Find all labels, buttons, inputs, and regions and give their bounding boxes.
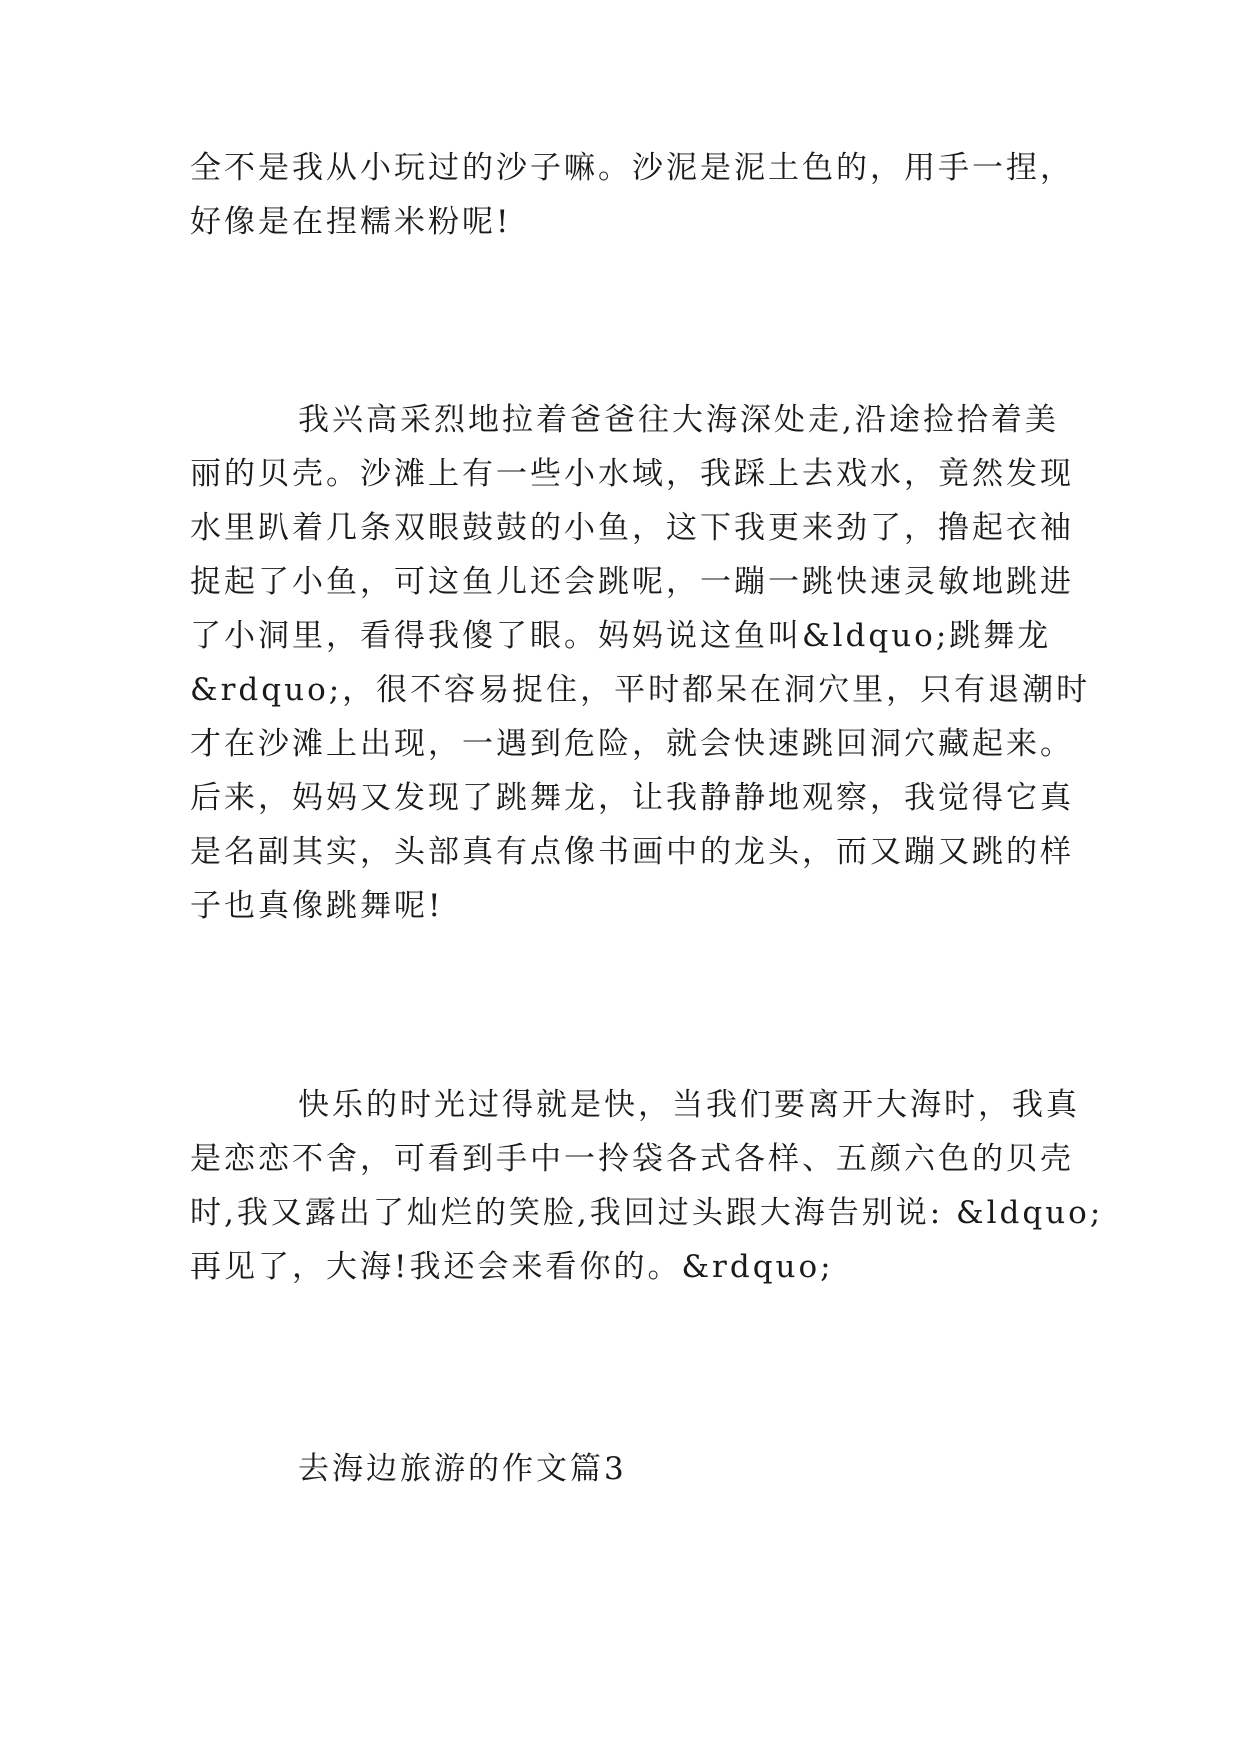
paragraph-2-line-8: 后来，妈妈又发现了跳舞龙，让我静静地观察，我觉得它真	[190, 780, 1074, 816]
paragraph-2-line-5: 了小洞里，看得我傻了眼。妈妈说这鱼叫&ldquo;跳舞龙	[190, 618, 1052, 654]
paragraph-3-line-1: 快乐的时光过得就是快，当我们要离开大海时，我真	[298, 1087, 1080, 1123]
paragraph-3-line-4: 再见了，大海!我还会来看你的。&rdquo;	[190, 1249, 834, 1285]
paragraph-1-line-1: 全不是我从小玩过的沙子嘛。沙泥是泥土色的，用手一捏，	[190, 150, 1074, 186]
paragraph-2-line-6: &rdquo;，很不容易捉住，平时都呆在洞穴里，只有退潮时	[190, 672, 1091, 708]
paragraph-2-line-4: 捉起了小鱼，可这鱼儿还会跳呢，一蹦一跳快速灵敏地跳进	[190, 564, 1074, 600]
paragraph-1-line-2: 好像是在捏糯米粉呢!	[190, 204, 512, 240]
paragraph-2-line-9: 是名副其实，头部真有点像书画中的龙头，而又蹦又跳的样	[190, 834, 1074, 870]
paragraph-2-line-10: 子也真像跳舞呢!	[190, 888, 444, 924]
paragraph-2-line-2: 丽的贝壳。沙滩上有一些小水域，我踩上去戏水，竟然发现	[190, 456, 1074, 492]
paragraph-3-line-3: 时,我又露出了灿烂的笑脸,我回过头跟大海告别说: &ldquo;	[190, 1195, 1104, 1231]
paragraph-3-line-2: 是恋恋不舍，可看到手中一拎袋各式各样、五颜六色的贝壳	[190, 1141, 1074, 1177]
paragraph-2-line-3: 水里趴着几条双眼鼓鼓的小鱼，这下我更来劲了，撸起衣袖	[190, 510, 1074, 546]
section-heading: 去海边旅游的作文篇3	[298, 1451, 627, 1487]
paragraph-2-line-7: 才在沙滩上出现，一遇到危险，就会快速跳回洞穴藏起来。	[190, 726, 1074, 762]
paragraph-2-line-1: 我兴高采烈地拉着爸爸往大海深处走,沿途捡拾着美	[298, 402, 1059, 438]
